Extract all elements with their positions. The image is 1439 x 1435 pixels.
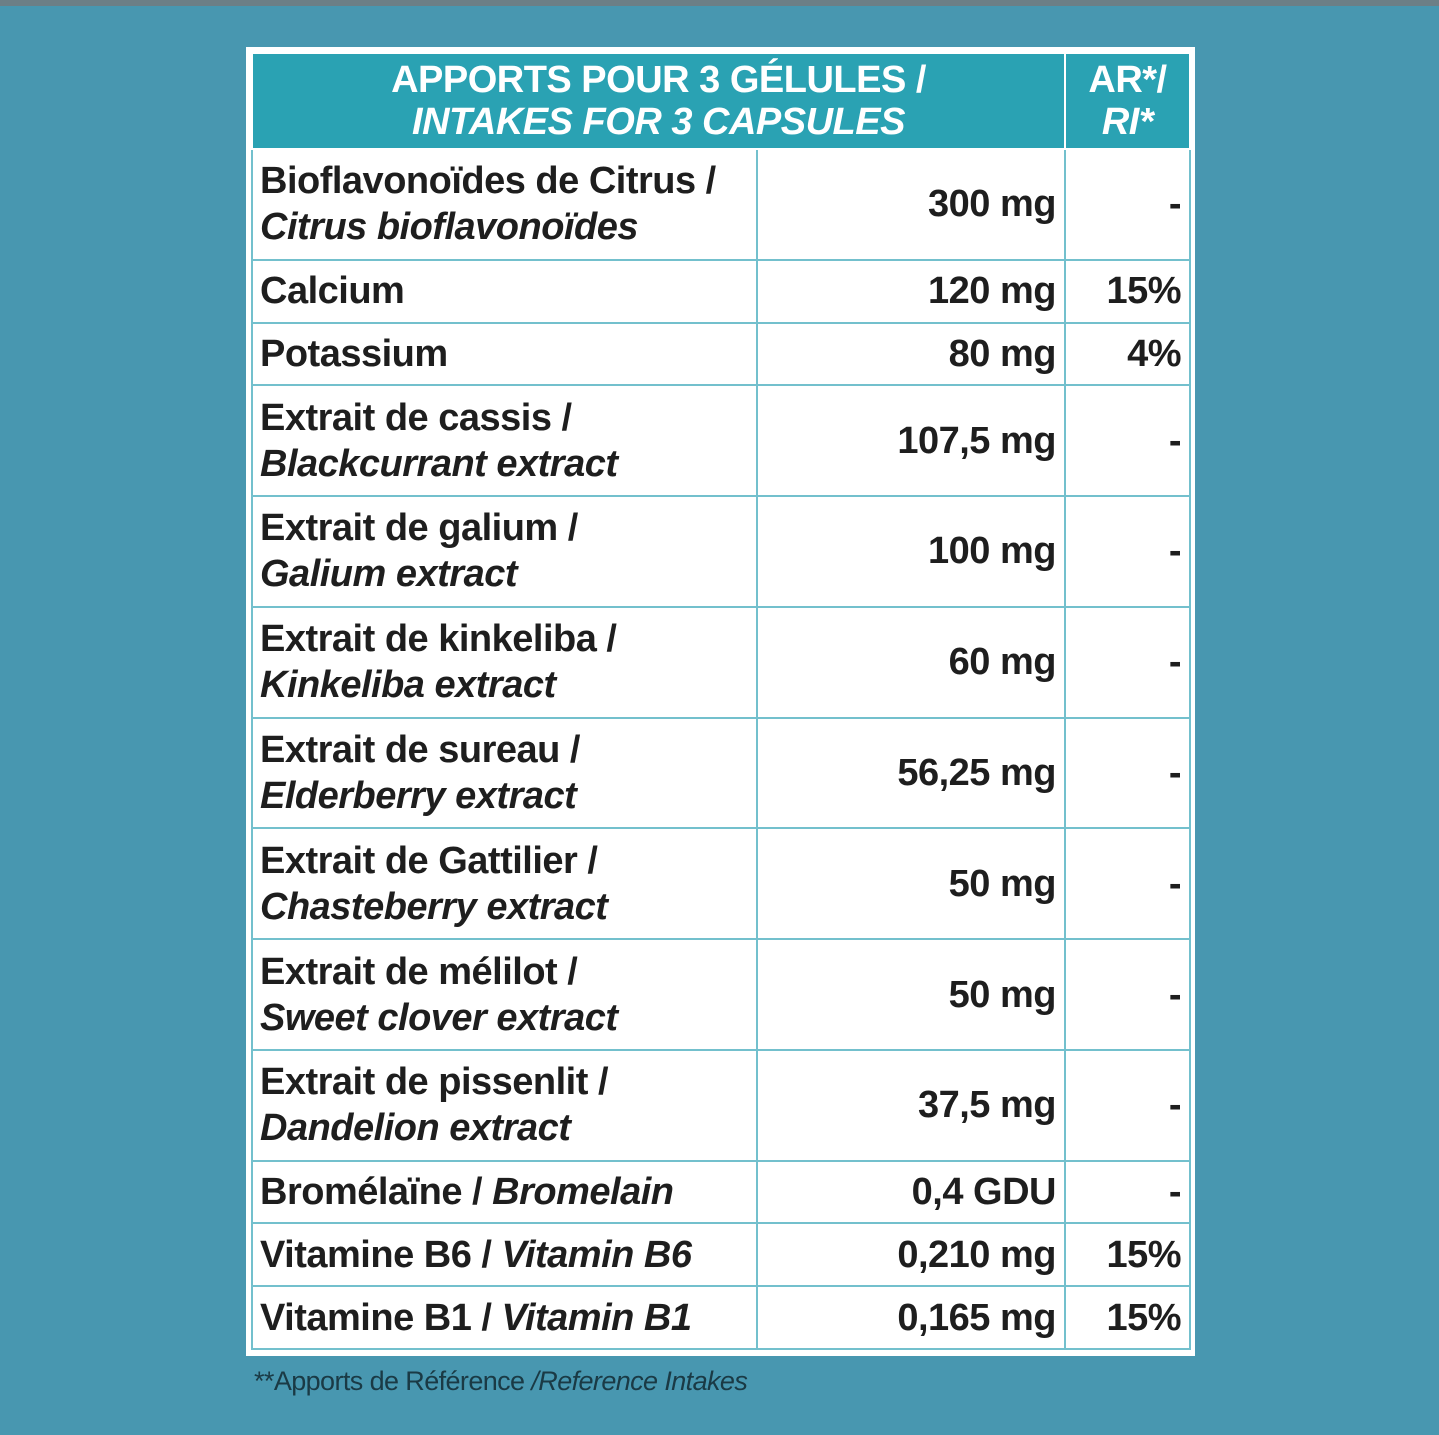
nutrient-name-fr: Extrait de pissenlit / <box>260 1061 608 1104</box>
nutrient-name-fr: Extrait de sureau / <box>260 728 580 771</box>
nutrient-amount: 37,5 mg <box>757 1050 1065 1161</box>
nutrient-name-cell <box>252 260 757 323</box>
nutrient-ri: - <box>1065 607 1190 718</box>
nutrient-amount: 0,4 GDU <box>757 1161 1065 1224</box>
nutrient-name-fr: Extrait de mélilot / <box>260 950 578 993</box>
nutrient-name-cell <box>252 385 757 496</box>
table-header-row <box>252 53 1190 149</box>
nutrient-ri: 15% <box>1065 260 1190 323</box>
nutrient-amount: 56,25 mg <box>757 718 1065 829</box>
nutrient-amount: 300 mg <box>757 149 1065 260</box>
nutrient-name-fr: Vitamine B1 / <box>260 1296 492 1339</box>
table-row <box>252 1223 1190 1286</box>
table-row <box>252 828 1190 939</box>
nutrient-name-cell <box>252 323 757 386</box>
nutrient-amount: 100 mg <box>757 496 1065 607</box>
table-row <box>252 1161 1190 1224</box>
nutrient-amount: 50 mg <box>757 939 1065 1050</box>
nutrient-ri: 4% <box>1065 323 1190 386</box>
nutrient-amount: 0,165 mg <box>757 1286 1065 1349</box>
table-row <box>252 607 1190 718</box>
nutrient-name-en: Galium extract <box>260 553 517 596</box>
footnote-fr: **Apports de Référence <box>254 1366 525 1396</box>
nutrient-name-fr: Extrait de cassis / <box>260 396 572 439</box>
nutrient-amount: 120 mg <box>757 260 1065 323</box>
header-title-fr: APPORTS POUR 3 GÉLULES / <box>391 59 926 101</box>
nutrient-ri: 15% <box>1065 1286 1190 1349</box>
top-edge-bar <box>0 0 1439 6</box>
nutrient-amount: 107,5 mg <box>757 385 1065 496</box>
nutrient-name-cell <box>252 496 757 607</box>
nutrient-name-cell <box>252 1050 757 1161</box>
nutrition-table-panel <box>246 47 1195 1356</box>
nutrient-ri: - <box>1065 1050 1190 1161</box>
nutrient-name-en: Dandelion extract <box>260 1107 571 1150</box>
nutrient-name-fr: Extrait de kinkeliba / <box>260 618 617 661</box>
nutrient-ri: - <box>1065 385 1190 496</box>
nutrient-name-cell <box>252 1223 757 1286</box>
nutrient-name-fr: Calcium <box>260 270 405 313</box>
nutrient-name-fr: Bioflavonoïdes de Citrus / <box>260 160 716 203</box>
nutrient-name-fr: Potassium <box>260 332 448 375</box>
nutrient-name-cell <box>252 718 757 829</box>
footnote-en: /Reference Intakes <box>531 1366 748 1396</box>
nutrition-table <box>251 52 1191 1350</box>
nutrient-ri: - <box>1065 718 1190 829</box>
table-row <box>252 718 1190 829</box>
nutrient-ri: - <box>1065 149 1190 260</box>
nutrient-name-fr: Bromélaïne / <box>260 1171 483 1214</box>
nutrient-ri: - <box>1065 496 1190 607</box>
header-ri-fr: AR*/ <box>1088 59 1167 101</box>
nutrient-name-en: Elderberry extract <box>260 774 577 817</box>
nutrient-name-en: Citrus bioflavonoïdes <box>260 206 638 249</box>
table-row <box>252 385 1190 496</box>
header-title-en: INTAKES FOR 3 CAPSULES <box>412 101 905 143</box>
header-ri-en: RI* <box>1101 101 1154 143</box>
nutrient-name-fr: Extrait de galium / <box>260 507 578 550</box>
nutrient-name-cell <box>252 1286 757 1349</box>
nutrient-ri: 15% <box>1065 1223 1190 1286</box>
nutrient-name-en: Vitamin B6 <box>501 1233 692 1276</box>
nutrient-name-cell <box>252 1161 757 1224</box>
header-ri <box>1065 53 1190 149</box>
nutrient-ri: - <box>1065 1161 1190 1224</box>
footnote <box>254 1366 747 1397</box>
nutrient-name-cell <box>252 828 757 939</box>
table-row <box>252 939 1190 1050</box>
nutrient-name-en: Blackcurrant extract <box>260 442 618 485</box>
nutrient-name-fr: Extrait de Gattilier / <box>260 839 598 882</box>
nutrient-amount: 60 mg <box>757 607 1065 718</box>
nutrient-name-en: Kinkeliba extract <box>260 664 556 707</box>
table-row <box>252 149 1190 260</box>
nutrient-name-en: Chasteberry extract <box>260 885 608 928</box>
table-row <box>252 1050 1190 1161</box>
nutrient-name-cell <box>252 607 757 718</box>
nutrient-ri: - <box>1065 939 1190 1050</box>
nutrient-amount: 80 mg <box>757 323 1065 386</box>
nutrient-name-cell <box>252 939 757 1050</box>
nutrient-name-fr: Vitamine B6 / <box>260 1233 492 1276</box>
nutrient-name-cell <box>252 149 757 260</box>
table-row <box>252 260 1190 323</box>
table-row <box>252 496 1190 607</box>
nutrient-amount: 0,210 mg <box>757 1223 1065 1286</box>
table-row <box>252 323 1190 386</box>
nutrient-name-en: Sweet clover extract <box>260 996 618 1039</box>
table-row <box>252 1286 1190 1349</box>
nutrient-name-en: Vitamin B1 <box>501 1296 692 1339</box>
nutrient-amount: 50 mg <box>757 828 1065 939</box>
nutrient-ri: - <box>1065 828 1190 939</box>
header-title <box>252 53 1065 149</box>
nutrient-name-en: Bromelain <box>492 1171 674 1214</box>
